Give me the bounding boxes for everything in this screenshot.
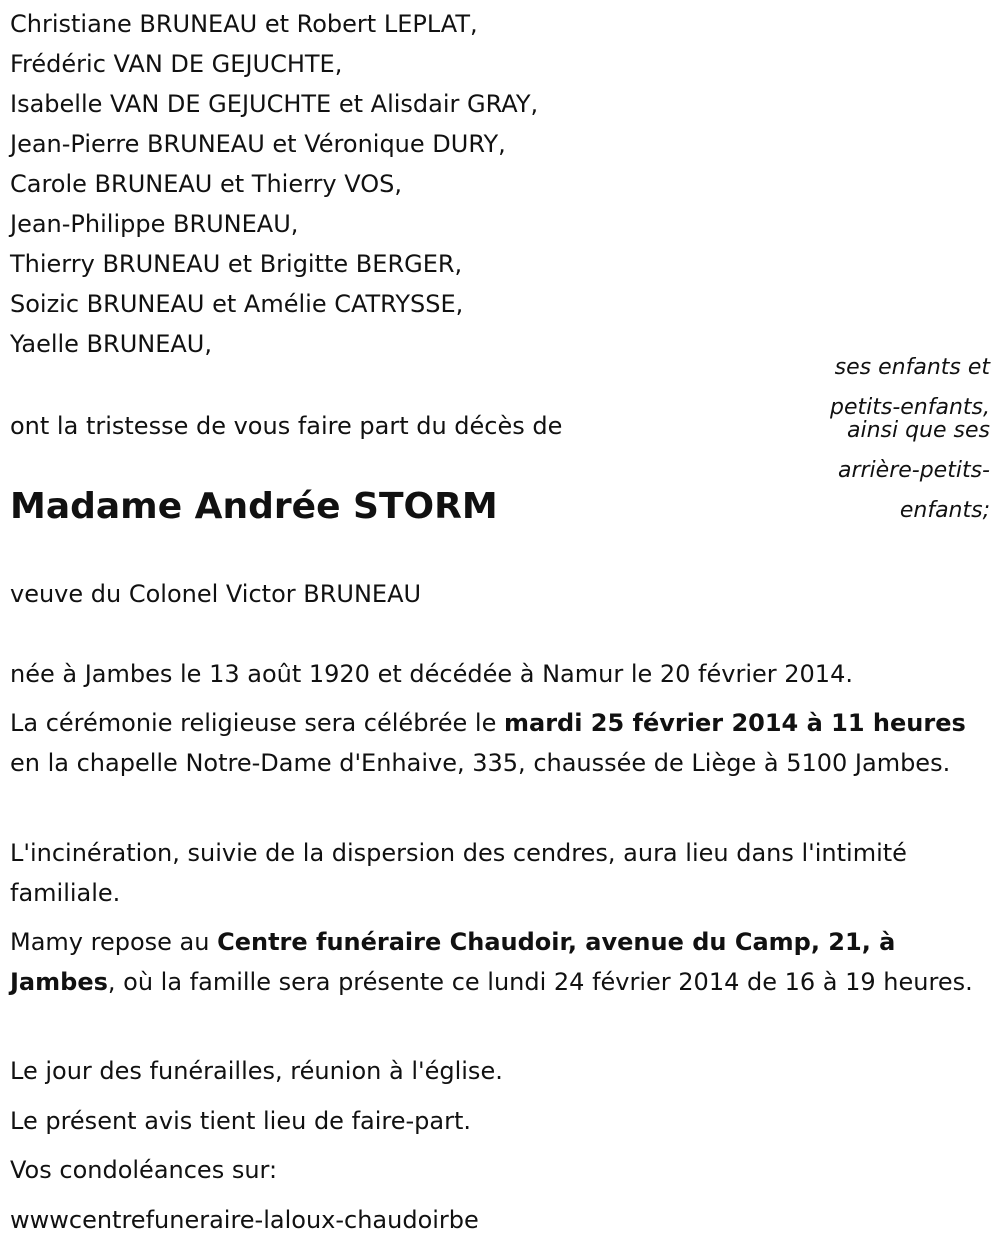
widow-of-text: veuve du Colonel Victor BRUNEAU [10, 580, 422, 608]
family-names-list [10, 4, 538, 364]
ceremony-date: mardi 25 février 2014 à 11 heures [504, 709, 966, 737]
incineration-paragraph: L'incinération, suivie de la dispersion des cendres, aura lieu dans l'intimité familiale. [10, 839, 907, 907]
repose-paragraph [10, 922, 980, 1002]
family-name: Yaelle BRUNEAU, [10, 330, 212, 358]
family-name: Christiane BRUNEAU et Robert LEPLAT, [10, 10, 478, 38]
announcement-text: ont la tristesse de vous faire part du décès de [10, 412, 563, 440]
repose-text-after: , où la famille sera présente ce lundi 24 février 2014 de 16 à 19 heures. [107, 968, 973, 996]
family-name: Thierry BRUNEAU et Brigitte BERGER, [10, 250, 463, 278]
repose-text-before: Mamy repose au [10, 928, 218, 956]
birth-death-text: née à Jambes le 13 août 1920 et décédée à Namur le 20 février 2014. [10, 660, 853, 688]
ceremony-text-before: La cérémonie religieuse sera célébrée le [10, 709, 504, 737]
reunion-text: Le jour des funérailles, réunion à l'église. [10, 1057, 503, 1085]
family-name: Carole BRUNEAU et Thierry VOS, [10, 170, 402, 198]
side-note-line: petits-enfants, [830, 395, 990, 420]
condolences-website: wwwcentrefuneraire-laloux-chaudoirbe [10, 1206, 479, 1234]
condolences-label: Vos condoléances sur: [10, 1156, 278, 1184]
notice-text: Le présent avis tient lieu de faire-part. [10, 1107, 472, 1135]
funeral-center-address: Centre funéraire Chaudoir, avenue du Camp, 21, à Jambes [10, 928, 896, 996]
side-note-line: arrière-petits- [837, 458, 990, 483]
side-note-line: ses enfants et [834, 355, 990, 380]
family-name: Soizic BRUNEAU et Amélie CATRYSSE, [10, 290, 464, 318]
ceremony-text-after: en la chapelle Notre-Dame d'Enhaive, 335, chaussée de Liège à 5100 Jambes. [10, 749, 951, 777]
side-note-line: enfants; [899, 498, 990, 523]
deceased-name: Madame Andrée STORM [10, 486, 498, 527]
side-note-line: ainsi que ses [847, 418, 990, 443]
ceremony-paragraph [10, 703, 980, 783]
family-name: Isabelle VAN DE GEJUCHTE et Alisdair GRAY, [10, 90, 539, 118]
family-name: Jean-Pierre BRUNEAU et Véronique DURY, [10, 130, 506, 158]
family-name: Jean-Philippe BRUNEAU, [10, 210, 299, 238]
family-name: Frédéric VAN DE GEJUCHTE, [10, 50, 343, 78]
